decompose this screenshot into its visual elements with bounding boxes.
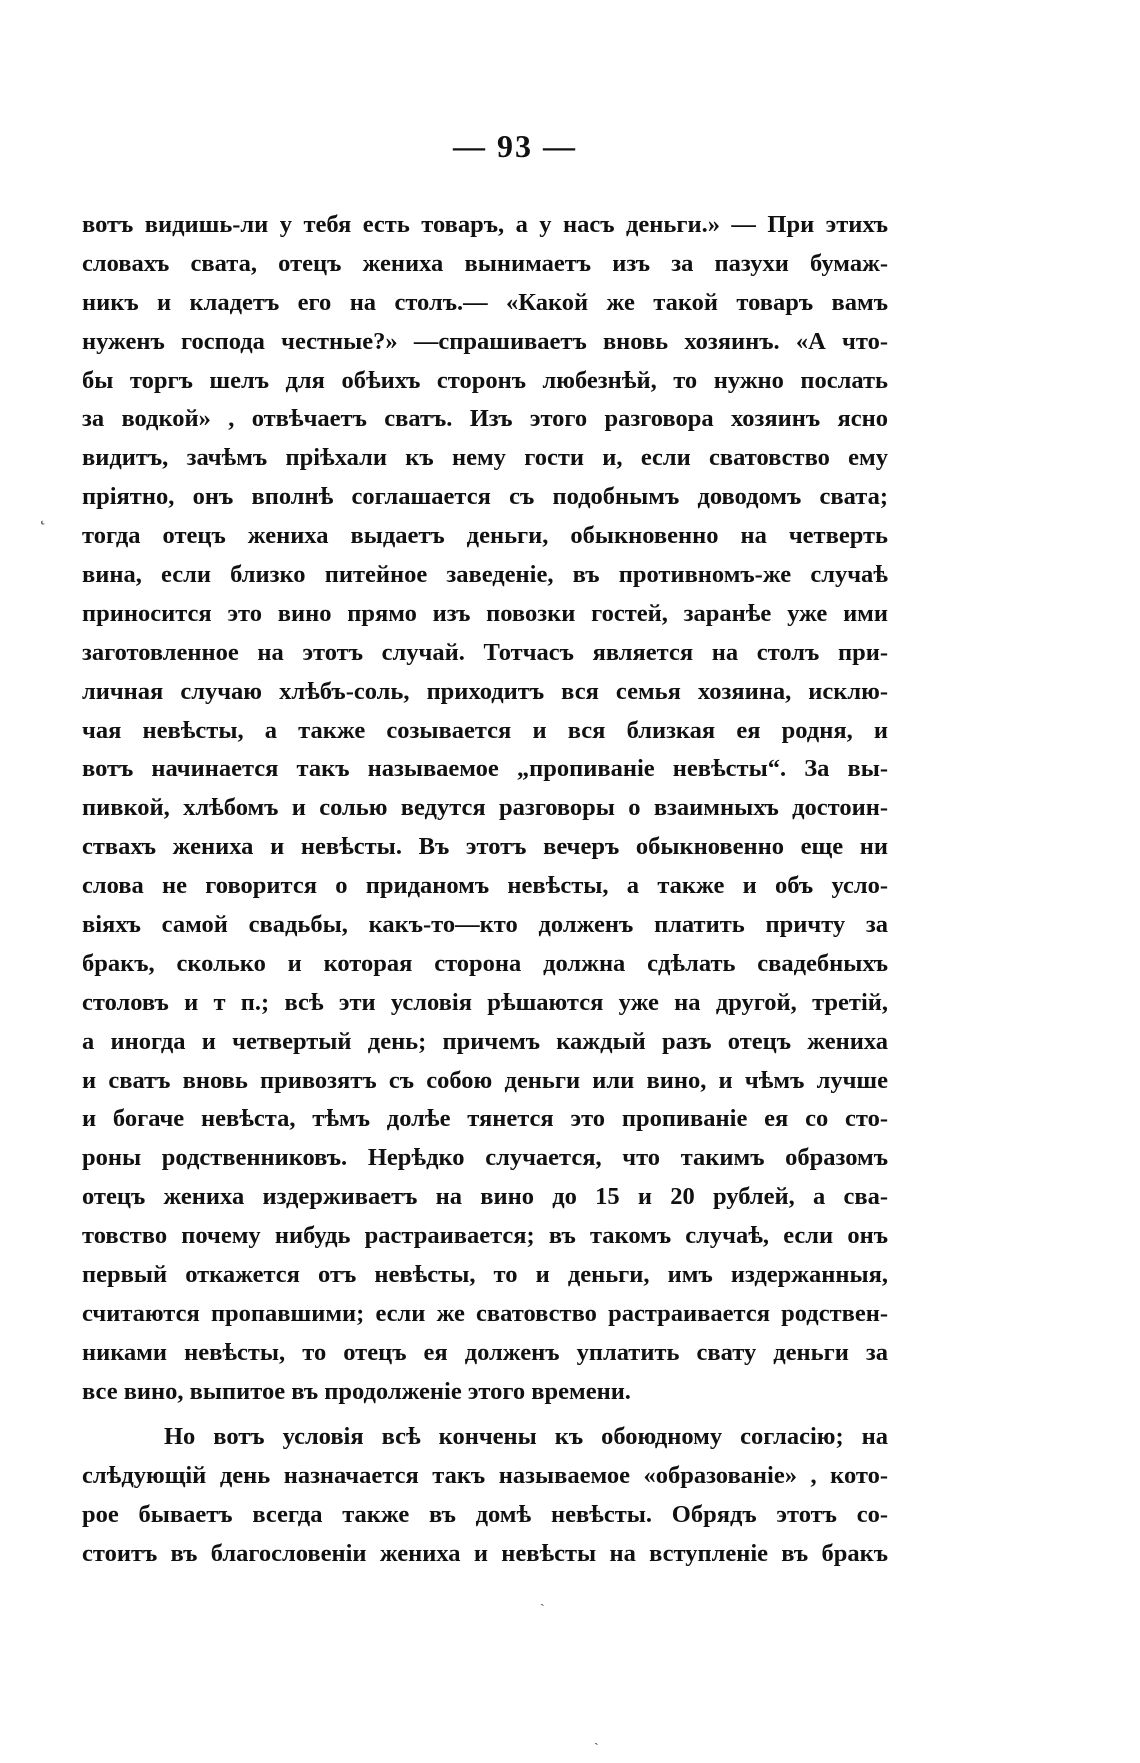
text-line: рое бываетъ всегда также въ домѣ невѣсты. Обрядъ этотъ со- [82, 1500, 888, 1528]
text-line: заготовленное на этотъ случай. Тотчасъ является на столъ при- [82, 638, 888, 666]
text-line: приносится это вино прямо изъ повозки гостей, заранѣе уже ими [82, 599, 888, 627]
text-line: никъ и кладетъ его на столъ.— «Какой же такой товаръ вамъ [82, 288, 888, 316]
text-line: бракъ, сколько и которая сторона должна сдѣлать свадебныхъ [82, 949, 888, 977]
text-line: нуженъ господа честные?» —спрашиваетъ вновь хозяинъ. «А что- [82, 327, 888, 355]
paragraph-2 [82, 1418, 888, 1574]
text-line: а иногда и четвертый день; причемъ каждый разъ отецъ жениха [82, 1027, 888, 1055]
margin-mark: ˏ [594, 1731, 599, 1746]
text-line: вина, если близко питейное заведеніе, въ противномъ-же случаѣ [82, 561, 888, 589]
text-line: віяхъ самой свадьбы, какъ-то—кто долженъ платить причту за [82, 911, 888, 939]
text-line: пріятно, онъ вполнѣ соглашается съ подобнымъ доводомъ свата; [82, 483, 888, 511]
text-line: бы торгъ шелъ для обѣихъ сторонъ любезнѣй, то нужно послать [82, 366, 888, 394]
text-line: никами невѣсты, то отецъ ея долженъ уплатить свату деньги за [82, 1338, 888, 1366]
text-line: за водкой» , отвѣчаетъ сватъ. Изъ этого разговора хозяинъ ясно [82, 405, 888, 433]
paragraph-1 [82, 206, 888, 1412]
text-line: Но вотъ условія всѣ кончены къ обоюдному согласію; на [164, 1423, 888, 1450]
text-line: видитъ, зачѣмъ пріѣхали къ нему гости и, если сватовство ему [82, 444, 888, 472]
text-line: слова не говорится о приданомъ невѣсты, а также и объ усло- [82, 872, 888, 900]
text-line: стоитъ въ благословеніи жениха и невѣсты на вступленіе въ бракъ [82, 1539, 888, 1567]
text-line: и богаче невѣста, тѣмъ долѣе тянется это пропиваніе ея со сто- [82, 1105, 888, 1133]
page-number: — 93 — [453, 128, 577, 164]
text-line: личная случаю хлѣбъ-соль, приходитъ вся семья хозяина, исклю- [82, 677, 888, 705]
text-line: пивкой, хлѣбомъ и солью ведутся разговоры о взаимныхъ достоин- [82, 794, 888, 822]
text-line: и сватъ вновь привозятъ съ собою деньги или вино, и чѣмъ лучше [82, 1066, 888, 1094]
text-line: роны родственниковъ. Нерѣдко случается, что такимъ образомъ [82, 1144, 888, 1172]
margin-mark: ˏ [540, 1592, 545, 1607]
text-line: вотъ начинается такъ называемое „пропиваніе невѣсты“. За вы- [82, 755, 888, 783]
text-line: слѣдующій день назначается такъ называемое «образованіе» , кото- [82, 1461, 888, 1489]
text-line: тогда отецъ жениха выдаетъ деньги, обыкновенно на четверть [82, 522, 888, 550]
text-line: вотъ видишь-ли у тебя есть товаръ, а у насъ деньги.» — При этихъ [82, 211, 888, 238]
margin-mark: ˛ [40, 505, 46, 525]
text-line: чая невѣсты, а также созывается и вся близкая ея родня, и [82, 716, 888, 744]
text-line: отецъ жениха издерживаетъ на вино до 15 и 20 рублей, а сва- [82, 1183, 888, 1211]
text-line: ствахъ жениха и невѣсты. Въ этотъ вечеръ обыкновенно еще ни [82, 833, 888, 861]
text-line: все вино, выпитое въ продолженіе этого времени. [82, 1377, 631, 1405]
text-line: столовъ и т п.; всѣ эти условія рѣшаются уже на другой, третій, [82, 988, 888, 1016]
text-line: товство почему нибудь растраивается; въ такомъ случаѣ, если онъ [82, 1222, 888, 1250]
text-line: первый откажется отъ невѣсты, то и деньги, имъ издержанныя, [82, 1261, 888, 1289]
text-line: словахъ свата, отецъ жениха вынимаетъ изъ за пазухи бумаж- [82, 249, 888, 277]
text-line: считаются пропавшими; если же сватовство растраивается родствен- [82, 1299, 888, 1327]
